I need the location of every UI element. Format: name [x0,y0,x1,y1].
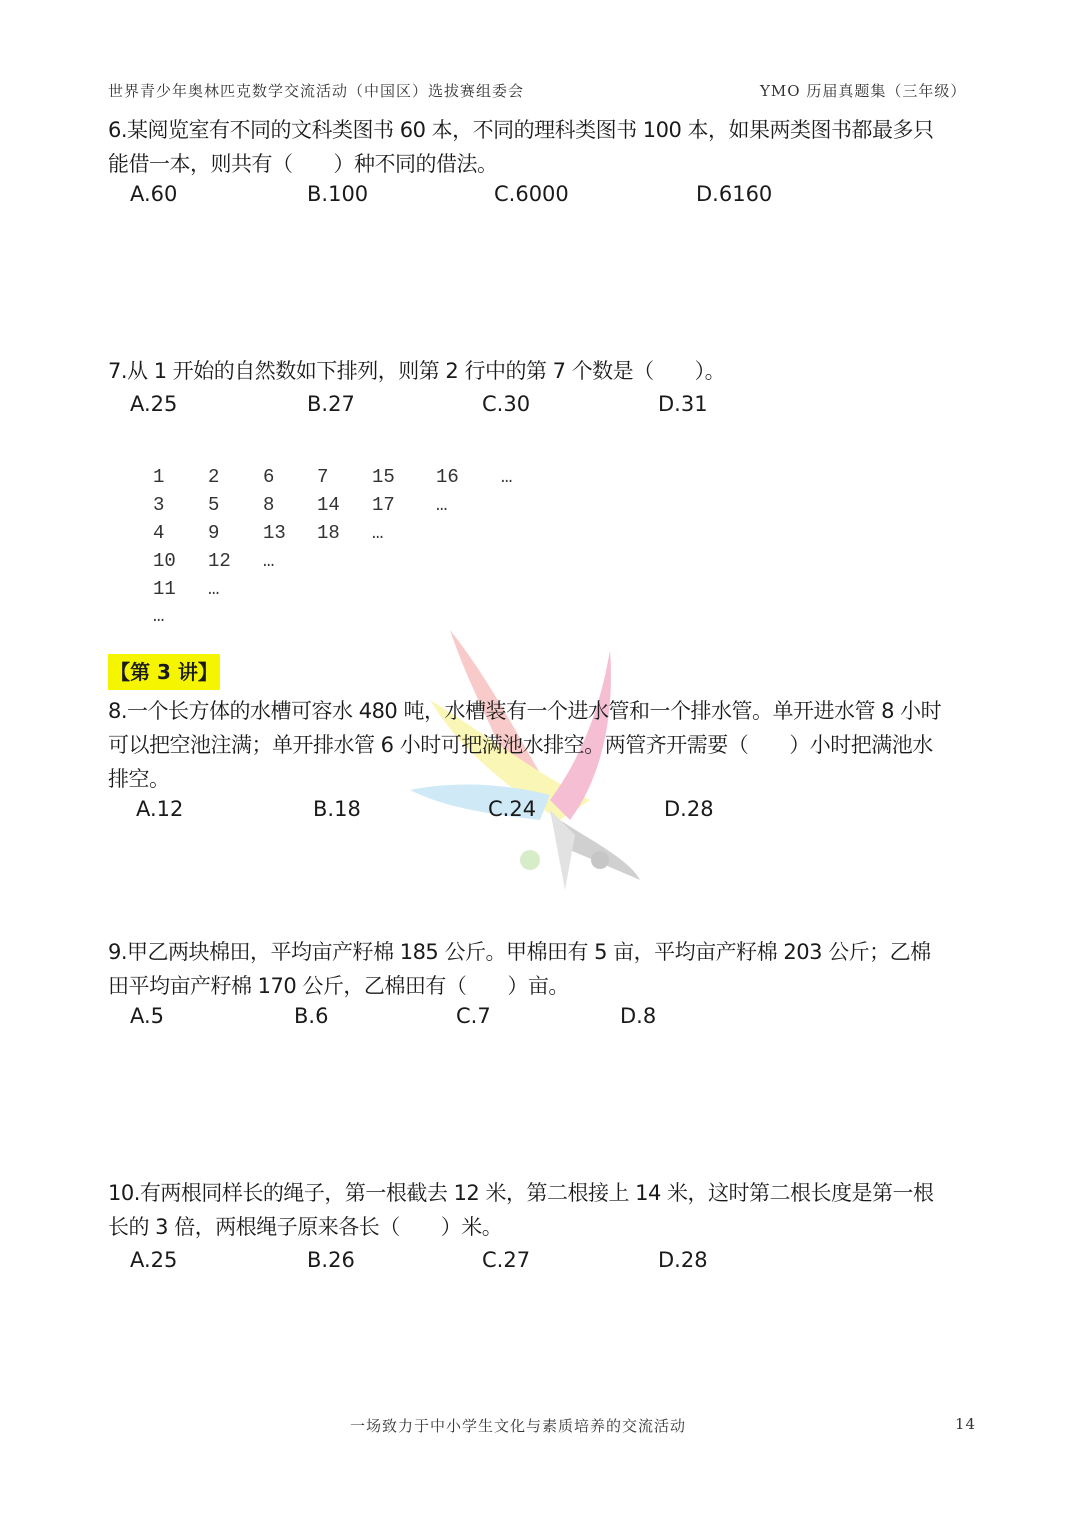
header-book-title: YMO 历届真题集（三年级） [760,82,967,100]
grid-cell: 9 [208,522,220,544]
q9-option-a: A.5 [130,1004,165,1028]
grid-cell: … [501,466,513,488]
grid-cell: 5 [208,494,220,516]
q8-option-c: C.24 [488,797,537,821]
grid-cell: 1 [153,466,165,488]
q9-option-d: D.8 [620,1004,657,1028]
q10-line: 10.有两根同样长的绳子，第一根截去 12 米，第二根接上 14 米，这时第二根长度是第一根 [108,1181,934,1205]
grid-cell: 6 [263,466,275,488]
q7-option-b: B.27 [307,392,355,416]
grid-cell: 16 [436,466,459,488]
q6-option-b: B.100 [307,182,369,206]
grid-cell: … [436,494,448,516]
page-number: 14 [955,1415,977,1433]
q7-line: 7.从 1 开始的自然数如下排列，则第 2 行中的第 7 个数是（ ）。 [108,359,726,383]
footer-slogan: 一场致力于中小学生文化与素质培养的交流活动 [350,1417,687,1435]
q10-option-c: C.27 [482,1248,531,1272]
header-organizer: 世界青少年奥林匹克数学交流活动（中国区）选拔赛组委会 [108,82,525,100]
watermark-logo-icon [400,620,660,900]
q9-line: 9.甲乙两块棉田，平均亩产籽棉 185 公斤。甲棉田有 5 亩，平均亩产籽棉 203 公斤；乙棉 [108,940,931,964]
grid-cell: 8 [263,494,275,516]
grid-cell: … [153,605,165,627]
q10-option-d: D.28 [658,1248,708,1272]
grid-cell: 13 [263,522,286,544]
q7-option-c: C.30 [482,392,531,416]
grid-cell: 14 [317,494,340,516]
grid-cell: … [208,578,220,600]
grid-cell: 3 [153,494,165,516]
grid-cell: 18 [317,522,340,544]
q6-line: 能借一本，则共有（ ）种不同的借法。 [108,152,498,176]
grid-cell: 12 [208,550,231,572]
grid-cell: 2 [208,466,220,488]
q10-line: 长的 3 倍，两根绳子原来各长（ ）米。 [108,1215,503,1239]
q7-option-d: D.31 [658,392,708,416]
grid-cell: 17 [372,494,395,516]
q8-line: 可以把空池注满；单开排水管 6 小时可把满池水排空。两管齐开需要（ ）小时把满池水 [108,733,933,757]
q6-line: 6.某阅览室有不同的文科类图书 60 本，不同的理科类图书 100 本，如果两类图书都最多只 [108,118,934,142]
q9-line: 田平均亩产籽棉 170 公斤，乙棉田有（ ）亩。 [108,974,569,998]
q8-option-b: B.18 [313,797,361,821]
grid-cell: 11 [153,578,176,600]
grid-cell: 15 [372,466,395,488]
q8-option-d: D.28 [664,797,714,821]
grid-cell: 10 [153,550,176,572]
section-heading: 【第 3 讲】 [108,654,220,690]
grid-cell: … [263,550,275,572]
q9-option-c: C.7 [456,1004,491,1028]
q9-option-b: B.6 [294,1004,329,1028]
grid-cell: 4 [153,522,165,544]
q6-option-c: C.6000 [494,182,569,206]
q6-option-d: D.6160 [696,182,773,206]
q7-option-a: A.25 [130,392,178,416]
q8-option-a: A.12 [136,797,184,821]
q6-option-a: A.60 [130,182,178,206]
q8-line: 排空。 [108,767,170,791]
grid-cell: … [372,522,384,544]
grid-cell: 7 [317,466,329,488]
q10-option-a: A.25 [130,1248,178,1272]
q8-line: 8.一个长方体的水槽可容水 480 吨，水槽装有一个进水管和一个排水管。单开进水管 8 小时 [108,699,942,723]
q10-option-b: B.26 [307,1248,355,1272]
